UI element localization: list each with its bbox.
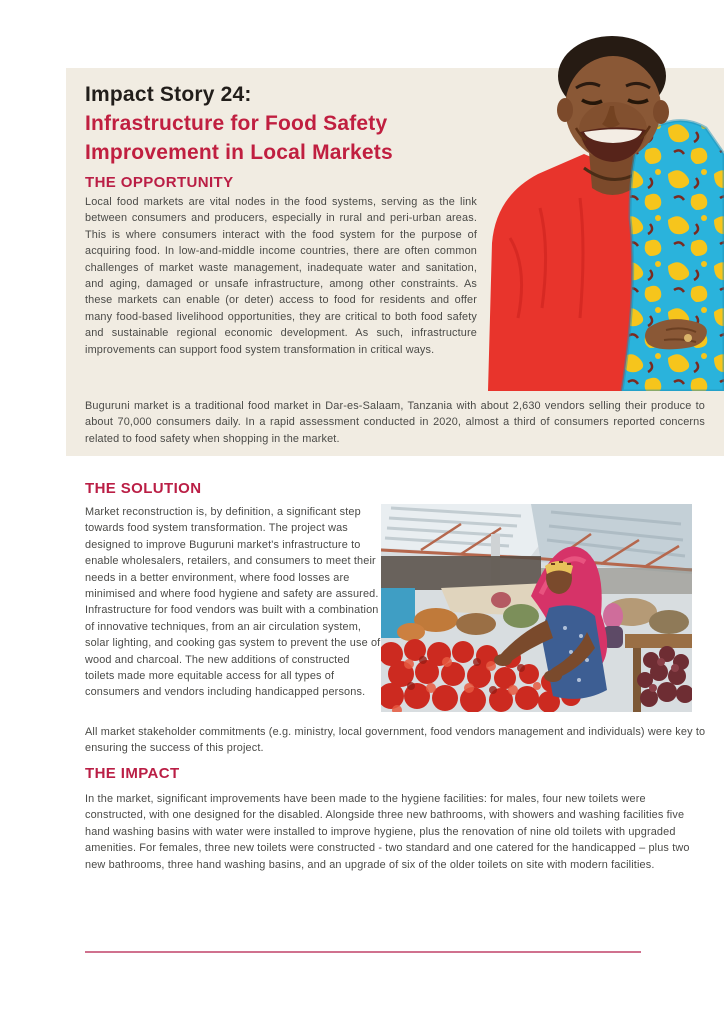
impact-heading: THE IMPACT xyxy=(85,765,180,782)
story-title-line2: Improvement in Local Markets xyxy=(85,141,393,164)
market-photo xyxy=(381,504,692,712)
solution-heading: THE SOLUTION xyxy=(85,480,202,497)
story-number: Impact Story 24: xyxy=(85,83,252,106)
market-context-paragraph: Buguruni market is a traditional food market in Dar-es-Salaam, Tanzania with about 2,630 vendors selling their produce to about 70,000 consumers daily. In a rapid assessment conducted in 2020, almost a third of consumers reported concerns related to food safety when shopping in the market. xyxy=(85,400,705,445)
footer-divider-line xyxy=(85,951,641,953)
woman-portrait-photo xyxy=(480,28,724,391)
story-title-line1: Infrastructure for Food Safety xyxy=(85,112,388,135)
opportunity-paragraph: Local food markets are vital nodes in the food systems, serving as the link between consumers and producers, especially in rural and peri-urban areas. This is where consumers interact with the food system for the purpose of acquiring food. In low-and-middle income countries, there are often common challenges of market waste management, inadequate water and sanitation, and aging, damaged or unsafe infrastructure, among other constraints. As these markets can enable (or deter) access to food for residents and offer many food-based livelihood opportunities, they are critical to both food safety and sustainable regional economic development. As such, infrastructure improvements can support food system transformation in critical ways. xyxy=(85,196,477,356)
solution-paragraph: Market reconstruction is, by definition, a significant step towards food system transformation. The project was designed to improve Buguruni market's infrastructure to enable wholesalers, retailers, and consumers to meet their needs in a better environment, where food losses are minimised and where food hygiene and safety are assured. Infrastructure for food vendors was built with a combination of innovative techniques, from an air circulation system, solar lighting, and cooking gas system to prevent the use of wood and charcoal. The new additions of constructed toilets made more equitable access for all types of consumers and vendors including handicapped persons. xyxy=(85,506,381,699)
stakeholder-note-paragraph: All market stakeholder commitments (e.g. ministry, local government, food vendors management and individuals) were key to ensuring the success of this project. xyxy=(85,726,706,755)
page-title xyxy=(85,80,485,167)
opportunity-heading: THE OPPORTUNITY xyxy=(85,174,234,191)
impact-paragraph: In the market, significant improvements have been made to the hygiene facilities: for males, four new toilets were constructed, with one designed for the disabled. Alongside three new bathrooms, with showers and washing facilities five hand washing basins with water were installed to improve hygiene, plus the renovation of nine old toilets with upgraded amenities. For females, three new toilets were constructed - two standard and one catered for the handicapped – plus two new bathrooms, three hand washing basins, and an upgrade of six of the older toilets on site with modern facilities. xyxy=(85,793,690,871)
